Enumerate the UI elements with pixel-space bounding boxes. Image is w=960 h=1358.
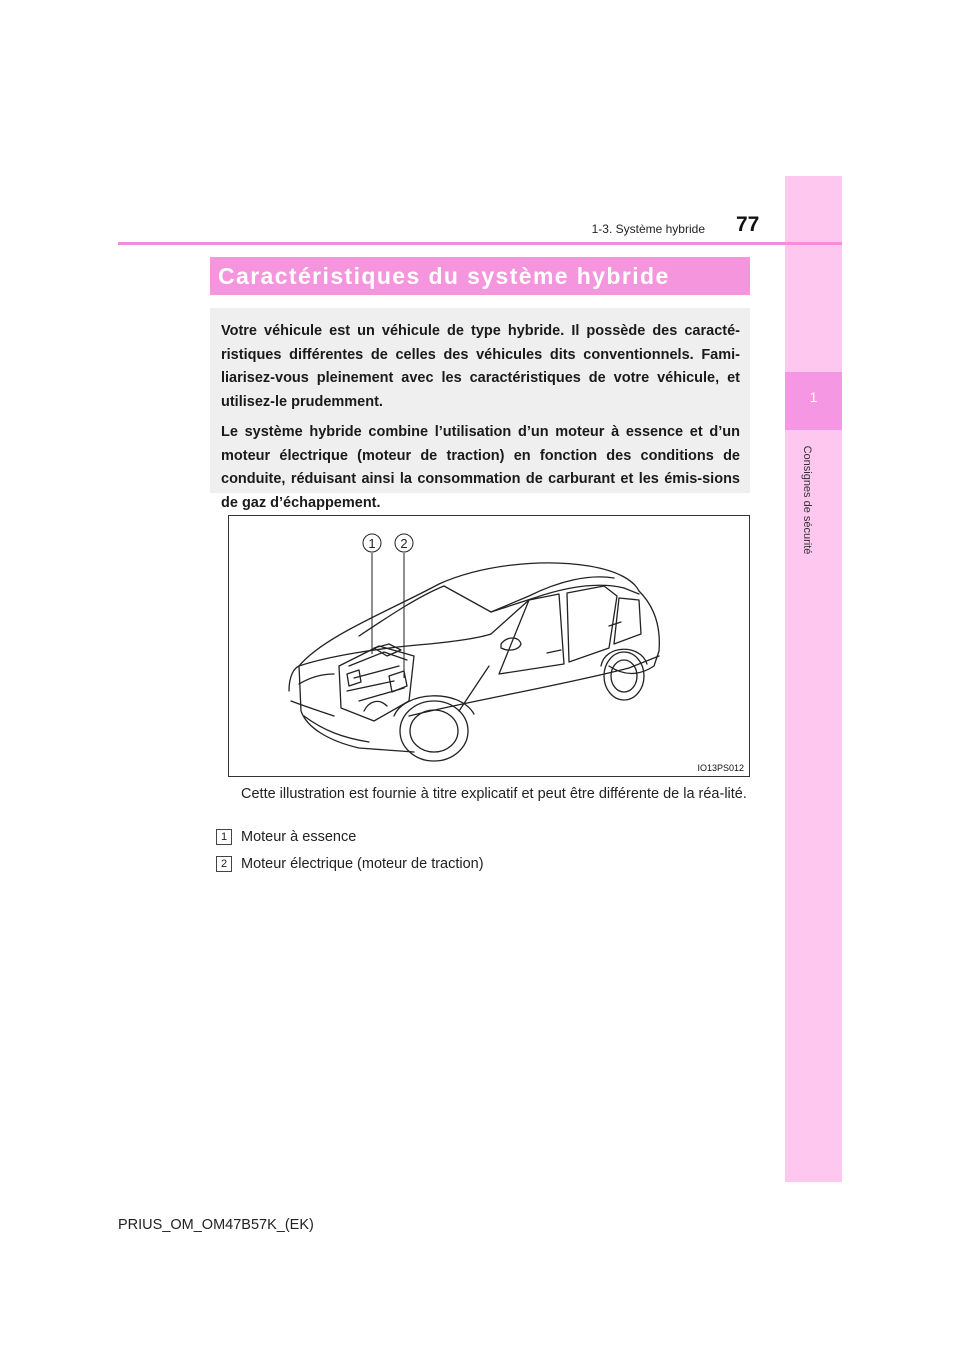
callout-1 xyxy=(363,534,381,552)
section-label: 1-3. Système hybride xyxy=(591,222,705,236)
callout-number: 1 xyxy=(368,536,376,551)
legend-number: 1 xyxy=(216,829,232,845)
legend-item xyxy=(216,829,356,845)
callout-2 xyxy=(395,534,413,552)
chapter-title: Consignes de sécurité xyxy=(801,445,813,555)
legend-label: Moteur électrique (moteur de traction) xyxy=(241,856,484,872)
side-tab xyxy=(785,176,842,1182)
page-number: 77 xyxy=(736,213,760,236)
legend-item xyxy=(216,856,484,872)
figure-code: IO13PS012 xyxy=(697,763,744,773)
car-illustration xyxy=(229,516,748,775)
intro-box xyxy=(210,308,750,511)
title-bar xyxy=(210,257,750,295)
header-divider xyxy=(118,242,842,245)
document-code: PRIUS_OM_OM47B57K_(EK) xyxy=(118,1217,314,1233)
intro-paragraph: Le système hybride combine l’utilisation d’un moteur à essence et d’un moteur électrique (moteur de traction) en fonction des conditions de conduite, réduisant ainsi la consommation de carburant et les émis-sions de gaz d’échappement. xyxy=(221,424,740,511)
callout-number: 2 xyxy=(400,536,408,551)
figure-frame xyxy=(228,515,750,777)
legend-number: 2 xyxy=(216,856,232,872)
chapter-number: 1 xyxy=(809,389,818,405)
legend-label: Moteur à essence xyxy=(241,829,357,845)
intro-paragraph: Votre véhicule est un véhicule de type hybride. Il possède des caracté-ristiques différentes de celles des véhicules dits conventionnels. Fami-liarisez-vous pleinement avec les caractéristiques de votre véhicule, et utilisez-le prudemment. xyxy=(221,323,740,410)
page-title: Caractéristiques du système hybride xyxy=(218,263,670,289)
figure-caption: Cette illustration est fournie à titre explicatif et peut être différente de la réa-lité. xyxy=(241,786,747,802)
